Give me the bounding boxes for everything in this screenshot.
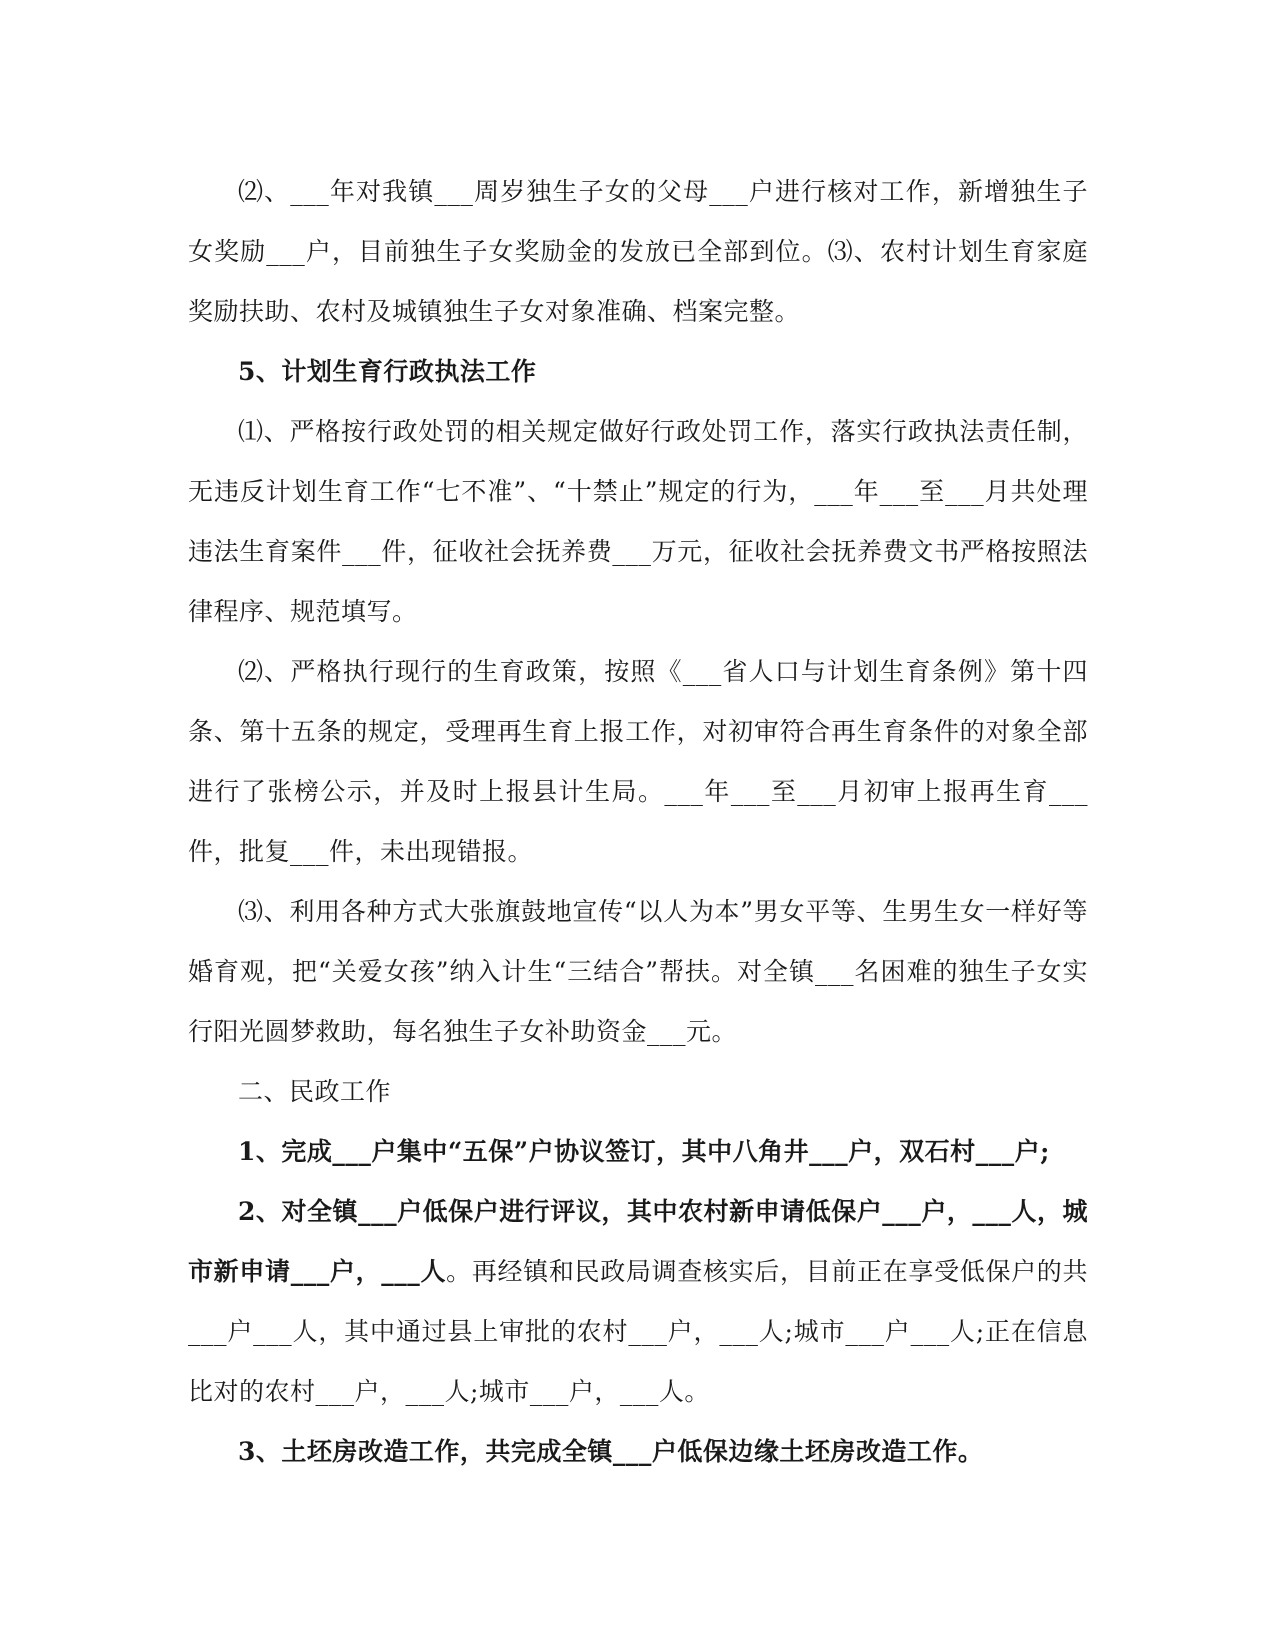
document-body	[188, 162, 1088, 1482]
section-heading-civil-affairs: 二、民政工作	[238, 1077, 392, 1106]
paragraph-low-income-rest: 。再经镇和民政局调查核实后，目前正在享受低保户的共___户___人，其中通过县上审批的农村___户，___人;城市___户___人;正在信息比对的农村___户，___人;城市___户，___人。	[188, 1257, 1088, 1406]
section-heading-admin-law: 5、计划生育行政执法工作	[238, 357, 537, 386]
paragraph-low-income-bold: 2、对全镇___户低保户进行评议，其中农村新申请低保户___户，___人，城市新申请___户，___人	[188, 1197, 1088, 1286]
paragraph-five-guarantee: 1、完成___户集中“五保”户协议签订，其中八角井___户，双石村___户;	[238, 1137, 1050, 1166]
paragraph-admin-penalty: ⑴、严格按行政处罚的相关规定做好行政处罚工作，落实行政执法责任制，无违反计划生育工作“七不准”、“十禁止”规定的行为，___年___至___月共处理违法生育案件___件，征收社会抚养费___万元，征收社会抚养费文书严格按照法律程序、规范填写。	[188, 417, 1088, 626]
paragraph-only-child-reward: ⑵、___年对我镇___周岁独生子女的父母___户进行核对工作，新增独生子女奖励___户，目前独生子女奖励金的发放已全部到位。⑶、农村计划生育家庭奖励扶助、农村及城镇独生子女对象准确、档案完整。	[188, 177, 1088, 326]
paragraph-adobe-house: 3、土坯房改造工作，共完成全镇___户低保边缘土坯房改造工作。	[238, 1437, 984, 1466]
paragraph-low-income	[188, 1182, 1088, 1422]
paragraph-gender-equality: ⑶、利用各种方式大张旗鼓地宣传“以人为本”男女平等、生男生女一样好等婚育观，把“关爱女孩”纳入计生“三结合”帮扶。对全镇___名困难的独生子女实行阳光圆梦救助，每名独生子女补助资金___元。	[188, 897, 1088, 1046]
paragraph-birth-policy: ⑵、严格执行现行的生育政策，按照《___省人口与计划生育条例》第十四条、第十五条的规定，受理再生育上报工作，对初审符合再生育条件的对象全部进行了张榜公示，并及时上报县计生局。___年___至___月初审上报再生育___件，批复___件，未出现错报。	[188, 657, 1088, 866]
